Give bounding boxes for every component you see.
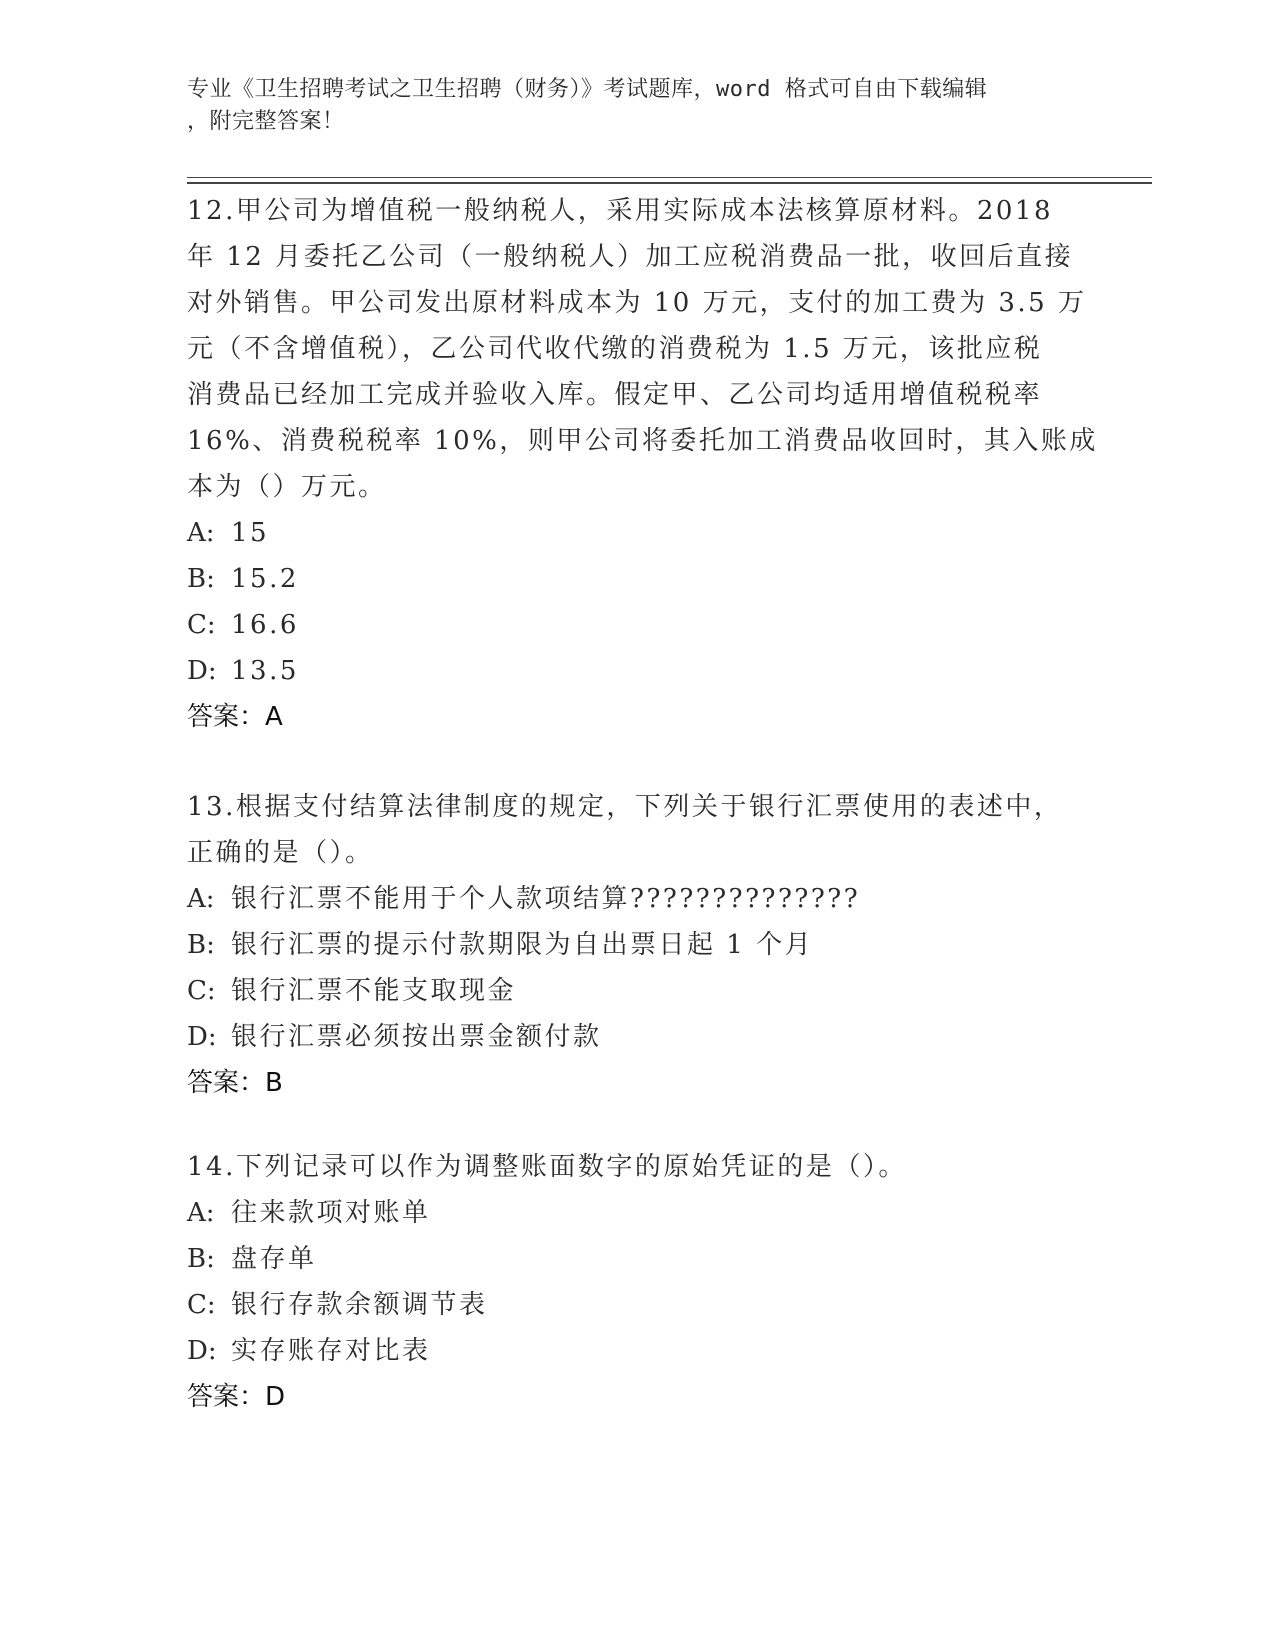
option-text: 16.6 — [231, 610, 299, 640]
option-text: 15 — [231, 518, 270, 548]
question-stem-line: 12.甲公司为增值税一般纳税人，采用实际成本法核算原材料。2018 — [187, 196, 1054, 226]
option-c — [187, 602, 1087, 648]
option-b — [187, 922, 1087, 968]
question-14 — [187, 1144, 1087, 1420]
option-text: 盘存单 — [231, 1244, 317, 1274]
question-stem-line: 元（不含增值税），乙公司代收代缴的消费税为 1.5 万元，该批应税 — [187, 334, 1043, 364]
option-text: 银行存款余额调节表 — [231, 1290, 488, 1320]
option-key: B: — [187, 564, 215, 594]
option-key: B: — [187, 930, 215, 960]
option-text: 实存账存对比表 — [231, 1336, 431, 1366]
option-key: C: — [187, 976, 216, 1006]
header-line-2: ，附完整答案！ — [187, 109, 345, 134]
option-d — [187, 1328, 1087, 1374]
option-d — [187, 648, 1087, 694]
option-a — [187, 510, 1087, 556]
question-stem-line: 本为（）万元。 — [187, 472, 387, 502]
option-key: C: — [187, 610, 216, 640]
question-13 — [187, 784, 1087, 1106]
option-key: C: — [187, 1290, 216, 1320]
option-b — [187, 556, 1087, 602]
question-stem-line: 对外销售。甲公司发出原材料成本为 10 万元，支付的加工费为 3.5 万 — [187, 288, 1087, 318]
option-text: 银行汇票不能用于个人款项结算?????????????? — [231, 884, 861, 914]
option-key: B: — [187, 1244, 215, 1274]
question-stem-line: 16%、消费税税率 10%，则甲公司将委托加工消费品收回时，其入账成 — [187, 426, 1098, 456]
question-stem-line: 正确的是（）。 — [187, 838, 374, 868]
question-stem-line: 年 12 月委托乙公司（一般纳税人）加工应税消费品一批，收回后直接 — [187, 242, 1074, 272]
option-b — [187, 1236, 1087, 1282]
answer-label: 答案：A — [187, 702, 283, 732]
answer-label: 答案：D — [187, 1382, 286, 1412]
question-stem-line: 14.下列记录可以作为调整账面数字的原始凭证的是（）。 — [187, 1152, 907, 1182]
option-key: A: — [187, 1198, 215, 1228]
answer-label: 答案：B — [187, 1068, 283, 1098]
option-text: 银行汇票必须按出票金额付款 — [231, 1022, 602, 1052]
question-12 — [187, 188, 1098, 740]
question-stem-line: 13.根据支付结算法律制度的规定，下列关于银行汇票使用的表述中， — [187, 792, 1063, 822]
question-stem-line: 消费品已经加工完成并验收入库。假定甲、乙公司均适用增值税税率 — [187, 380, 1043, 410]
option-text: 银行汇票不能支取现金 — [231, 976, 517, 1006]
option-key: A: — [187, 518, 215, 548]
option-key: D: — [187, 1022, 217, 1052]
option-text: 往来款项对账单 — [231, 1198, 431, 1228]
option-c — [187, 968, 1087, 1014]
option-a — [187, 876, 1087, 922]
header-divider-thick — [187, 182, 1152, 184]
header-divider-thin — [187, 177, 1152, 178]
option-text: 13.5 — [231, 656, 299, 686]
document-header-note — [187, 74, 1067, 138]
option-d — [187, 1014, 1087, 1060]
option-key: A: — [187, 884, 215, 914]
header-line-1: 专业《卫生招聘考试之卫生招聘（财务）》考试题库，word 格式可自由下载编辑 — [187, 77, 988, 102]
option-key: D: — [187, 656, 217, 686]
option-key: D: — [187, 1336, 217, 1366]
option-a — [187, 1190, 1087, 1236]
option-text: 银行汇票的提示付款期限为自出票日起 1 个月 — [231, 930, 814, 960]
option-text: 15.2 — [231, 564, 299, 594]
option-c — [187, 1282, 1087, 1328]
